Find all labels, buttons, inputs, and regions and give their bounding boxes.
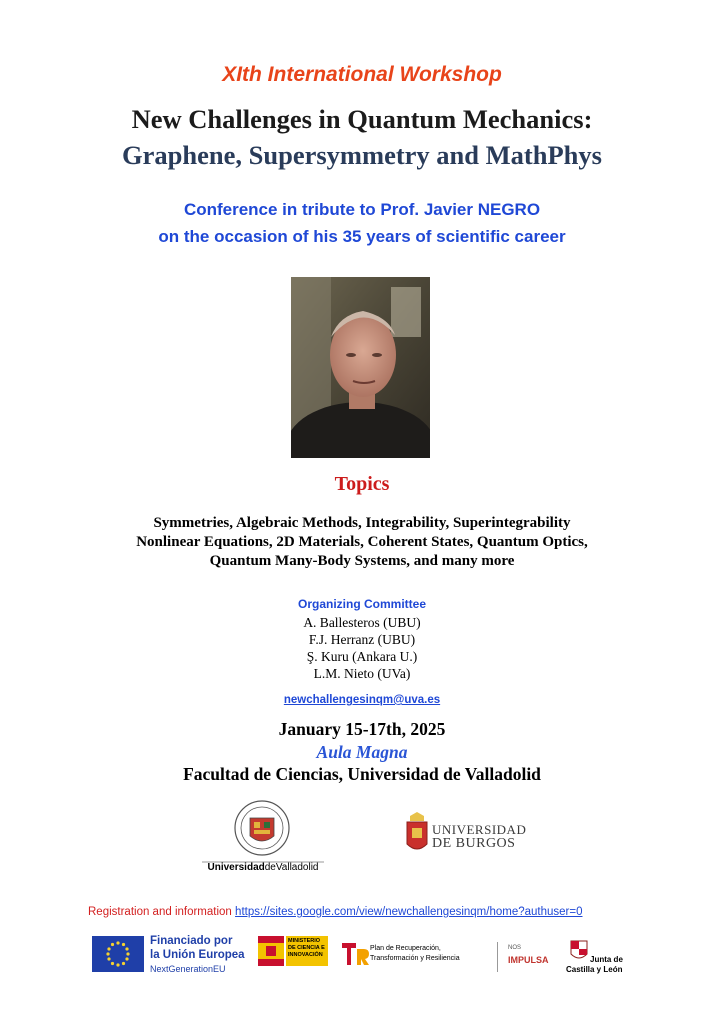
topics-heading: Topics (334, 473, 390, 495)
workshop-edition: XIth International Workshop (222, 63, 502, 86)
registration-info (88, 906, 648, 918)
registration-label: Registration and information (88, 906, 232, 918)
jcyl-shield-icon (570, 940, 588, 962)
divider (497, 942, 498, 972)
topics-line: Symmetries, Algebraic Methods, Integrability, Superintegrability (153, 515, 571, 531)
conference-title-line1: New Challenges in Quantum Mechanics: (131, 104, 593, 134)
ubu-wordmark-line2: DE BURGOS (432, 836, 516, 851)
committee-member: Ş. Kuru (Ankara U.) (306, 649, 418, 664)
event-date: January 15-17th, 2025 (278, 719, 446, 739)
tribute-line2: on the occasion of his 35 years of scientific career (158, 227, 566, 246)
ubu-wordmark-line1: UNIVERSIDAD (432, 822, 527, 837)
nos-impulsa-top: NOS (508, 945, 522, 951)
event-venue: Aula Magna (316, 742, 408, 762)
eu-funding-line2: la Unión Europea (150, 949, 245, 961)
registration-link[interactable]: https://sites.google.com/view/newchallengesinqm/home?authuser=0 (235, 906, 583, 918)
conference-title-line2: Graphene, Supersymmetry and MathPhys (122, 140, 602, 170)
topics-line: Quantum Many-Body Systems, and many more (209, 553, 515, 569)
tribute-line1: Conference in tribute to Prof. Javier NEGRO (183, 200, 541, 219)
committee-member: A. Ballesteros (UBU) (303, 615, 421, 630)
uva-wordmark: UniversidaddeValladolid (207, 862, 319, 873)
jcyl-line1: Junta de (590, 955, 623, 964)
portrait-photo (291, 277, 430, 458)
topics-line: Nonlinear Equations, 2D Materials, Coherent States, Quantum Optics, (136, 534, 588, 550)
prtr-logo (340, 939, 370, 969)
nos-impulsa-wordmark: IMPULSA (508, 955, 549, 965)
contact-email-link[interactable]: newchallengesinqm@uva.es (283, 694, 441, 706)
prtr-line1: Plan de Recuperación, (370, 945, 441, 952)
event-location: Facultad de Ciencias, Universidad de Valladolid (183, 764, 541, 784)
ministry-label: MINISTERIO DE CIENCIA E INNOVACIÓN (288, 938, 325, 958)
organizing-committee-heading: Organizing Committee (297, 597, 426, 611)
committee-member: L.M. Nieto (UVa) (313, 666, 411, 681)
eu-flag-icon (92, 936, 144, 972)
eu-funding-line1: Financiado por (150, 935, 233, 947)
eu-funding-line3: NextGenerationEU (150, 964, 226, 974)
prtr-line2: Transformación y Resiliencia (370, 955, 460, 962)
jcyl-line2: Castilla y León (566, 965, 623, 974)
committee-member: F.J. Herranz (UBU) (308, 632, 416, 647)
